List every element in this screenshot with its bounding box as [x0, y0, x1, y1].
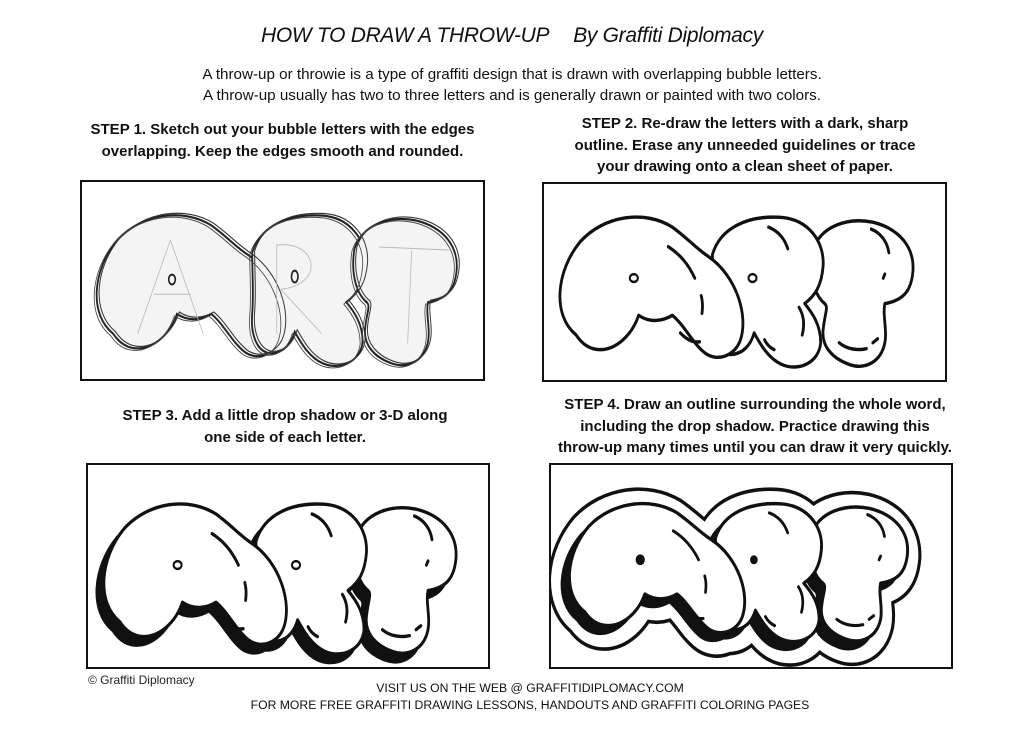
- page-title: [0, 24, 1024, 48]
- step-1-line-1: STEP 1. Sketch out your bubble letters with the edges: [90, 121, 475, 138]
- title-text: HOW TO DRAW A THROW-UP: [261, 24, 550, 47]
- intro-paragraph: [0, 64, 1024, 106]
- footer-website-line: VISIT US ON THE WEB @ GRAFFITIDIPLOMACY.COM: [376, 681, 684, 695]
- art-sketch-drawing: [82, 182, 483, 379]
- step-4-line-3: throw-up many times until you can draw it very quickly.: [558, 439, 952, 456]
- step-2-line-3: your drawing onto a clean sheet of paper.: [597, 158, 893, 175]
- step-3-illustration: [86, 463, 490, 669]
- art-drop-shadow-drawing: [88, 465, 488, 667]
- copyright-notice: © Graffiti Diplomacy: [88, 673, 195, 687]
- step-3-line-1: STEP 3. Add a little drop shadow or 3-D along: [122, 407, 448, 424]
- step-4-line-1: STEP 4. Draw an outline surrounding the whole word,: [564, 396, 946, 413]
- step-1-illustration: [80, 180, 485, 381]
- step-1-caption: [60, 119, 505, 162]
- byline: By Graffiti Diplomacy: [573, 24, 763, 47]
- step-3-caption: [80, 405, 490, 448]
- step-4-caption: [530, 394, 980, 459]
- footer: [0, 680, 1024, 714]
- intro-line-2: A throw-up usually has two to three letters and is generally drawn or painted with two colors.: [203, 87, 821, 104]
- step-3-line-2: one side of each letter.: [204, 428, 366, 446]
- footer-promo-line: FOR MORE FREE GRAFFITI DRAWING LESSONS, HANDOUTS AND GRAFFITI COLORING PAGES: [250, 698, 810, 712]
- art-outline-surround-drawing: [551, 465, 951, 667]
- step-2-illustration: [542, 182, 947, 382]
- step-2-line-1: STEP 2. Re-draw the letters with a dark, sharp: [581, 115, 909, 132]
- art-outline-drawing: [544, 184, 945, 380]
- step-4-illustration: [549, 463, 953, 669]
- intro-line-1: A throw-up or throwie is a type of graffiti design that is drawn with overlapping bubble letters.: [202, 66, 822, 83]
- step-2-line-2: outline. Erase any unneeded guidelines or trace: [574, 136, 916, 154]
- step-4-line-2: including the drop shadow. Practice drawing this: [580, 417, 930, 435]
- step-2-caption: [520, 113, 970, 178]
- step-1-line-2: overlapping. Keep the edges smooth and rounded.: [101, 142, 464, 160]
